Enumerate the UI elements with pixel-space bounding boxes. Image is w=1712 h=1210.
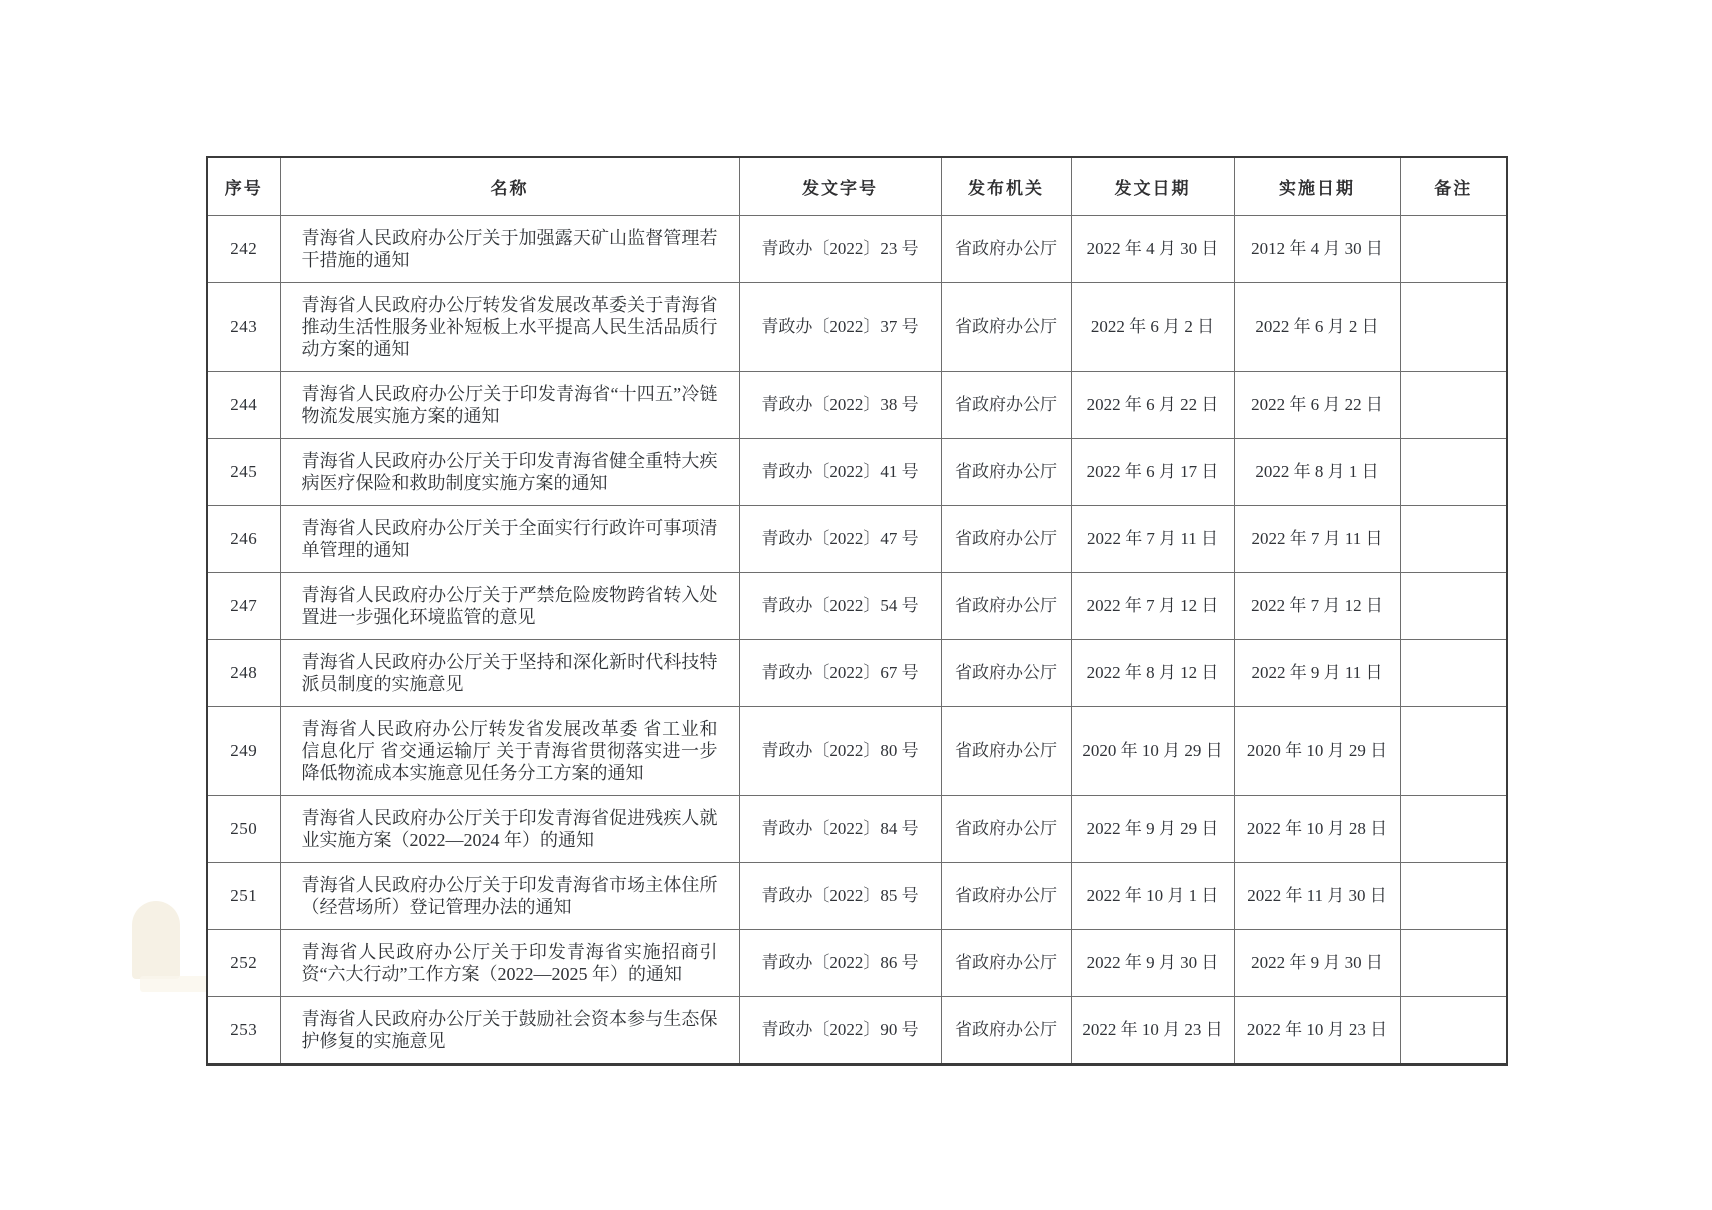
table-row (207, 372, 1507, 439)
table-row (207, 863, 1507, 930)
header-issue-date: 发文日期 (1071, 157, 1234, 216)
cell-doc-no: 青政办〔2022〕38 号 (739, 372, 941, 439)
cell-doc-no: 青政办〔2022〕84 号 (739, 796, 941, 863)
cell-agency: 省政府办公厅 (941, 707, 1071, 796)
cell-agency: 省政府办公厅 (941, 372, 1071, 439)
cell-agency: 省政府办公厅 (941, 640, 1071, 707)
cell-name (280, 997, 739, 1065)
cell-doc-no: 青政办〔2022〕37 号 (739, 283, 941, 372)
table-row (207, 796, 1507, 863)
cell-issue-date: 2022 年 10 月 1 日 (1071, 863, 1234, 930)
cell-index: 247 (207, 573, 280, 640)
cell-index: 246 (207, 506, 280, 573)
cell-agency: 省政府办公厅 (941, 439, 1071, 506)
document-title-text: 青海省人民政府办公厅转发省发展改革委关于青海省推动生活性服务业补短板上水平提高人民生活品质行动方案的通知 (301, 295, 718, 359)
document-title-text: 青海省人民政府办公厅关于加强露天矿山监督管理若干措施的通知 (301, 228, 718, 270)
cell-index: 245 (207, 439, 280, 506)
cell-index: 242 (207, 216, 280, 283)
table-row (207, 573, 1507, 640)
cell-agency: 省政府办公厅 (941, 930, 1071, 997)
cell-name (280, 372, 739, 439)
cell-name (280, 796, 739, 863)
header-remarks: 备注 (1400, 157, 1507, 216)
cell-agency: 省政府办公厅 (941, 863, 1071, 930)
cell-agency: 省政府办公厅 (941, 283, 1071, 372)
header-doc-no: 发文字号 (739, 157, 941, 216)
cell-agency: 省政府办公厅 (941, 573, 1071, 640)
cell-effective-date: 2022 年 7 月 12 日 (1234, 573, 1400, 640)
table-row (207, 640, 1507, 707)
document-title-text: 青海省人民政府办公厅转发省发展改革委 省工业和信息化厅 省交通运输厅 关于青海省贯彻落实进一步降低物流成本实施意见任务分工方案的通知 (301, 719, 718, 783)
cell-issue-date: 2022 年 9 月 29 日 (1071, 796, 1234, 863)
cell-doc-no: 青政办〔2022〕47 号 (739, 506, 941, 573)
cell-effective-date: 2020 年 10 月 29 日 (1234, 707, 1400, 796)
document-table-wrapper (206, 156, 1506, 1066)
cell-issue-date: 2020 年 10 月 29 日 (1071, 707, 1234, 796)
cell-doc-no: 青政办〔2022〕41 号 (739, 439, 941, 506)
document-title-text: 青海省人民政府办公厅关于印发青海省促进残疾人就业实施方案（2022—2024 年）的通知 (301, 808, 718, 850)
cell-index: 253 (207, 997, 280, 1065)
cell-remarks (1400, 997, 1507, 1065)
cell-name (280, 506, 739, 573)
table-header-row (207, 157, 1507, 216)
cell-issue-date: 2022 年 6 月 2 日 (1071, 283, 1234, 372)
cell-effective-date: 2022 年 8 月 1 日 (1234, 439, 1400, 506)
cell-index: 249 (207, 707, 280, 796)
cell-doc-no: 青政办〔2022〕67 号 (739, 640, 941, 707)
cell-effective-date: 2012 年 4 月 30 日 (1234, 216, 1400, 283)
header-name: 名称 (280, 157, 739, 216)
cell-name (280, 863, 739, 930)
document-table (206, 156, 1508, 1066)
table-row (207, 506, 1507, 573)
table-row (207, 283, 1507, 372)
cell-agency: 省政府办公厅 (941, 506, 1071, 573)
cell-issue-date: 2022 年 7 月 11 日 (1071, 506, 1234, 573)
cell-name (280, 439, 739, 506)
document-title-text: 青海省人民政府办公厅关于印发青海省“十四五”冷链物流发展实施方案的通知 (301, 384, 718, 426)
cell-effective-date: 2022 年 7 月 11 日 (1234, 506, 1400, 573)
cell-name (280, 930, 739, 997)
stamp-ghost-artifact-2 (140, 976, 216, 992)
cell-remarks (1400, 796, 1507, 863)
cell-agency: 省政府办公厅 (941, 796, 1071, 863)
cell-effective-date: 2022 年 11 月 30 日 (1234, 863, 1400, 930)
document-title-text: 青海省人民政府办公厅关于鼓励社会资本参与生态保护修复的实施意见 (301, 1009, 718, 1051)
cell-remarks (1400, 573, 1507, 640)
cell-doc-no: 青政办〔2022〕85 号 (739, 863, 941, 930)
document-title-text: 青海省人民政府办公厅关于坚持和深化新时代科技特派员制度的实施意见 (301, 652, 718, 694)
cell-remarks (1400, 283, 1507, 372)
cell-name (280, 707, 739, 796)
header-agency: 发布机关 (941, 157, 1071, 216)
table-row (207, 997, 1507, 1065)
cell-doc-no: 青政办〔2022〕23 号 (739, 216, 941, 283)
cell-remarks (1400, 216, 1507, 283)
cell-index: 251 (207, 863, 280, 930)
stamp-ghost-artifact (132, 901, 180, 979)
cell-issue-date: 2022 年 4 月 30 日 (1071, 216, 1234, 283)
cell-effective-date: 2022 年 10 月 23 日 (1234, 997, 1400, 1065)
document-title-text: 青海省人民政府办公厅关于全面实行行政许可事项清单管理的通知 (301, 518, 718, 560)
table-row (207, 707, 1507, 796)
cell-index: 250 (207, 796, 280, 863)
cell-remarks (1400, 707, 1507, 796)
table-row (207, 930, 1507, 997)
cell-agency: 省政府办公厅 (941, 216, 1071, 283)
cell-issue-date: 2022 年 9 月 30 日 (1071, 930, 1234, 997)
cell-agency: 省政府办公厅 (941, 997, 1071, 1065)
cell-name (280, 216, 739, 283)
document-title-text: 青海省人民政府办公厅关于印发青海省健全重特大疾病医疗保险和救助制度实施方案的通知 (301, 451, 718, 493)
table-body (207, 216, 1507, 1065)
cell-remarks (1400, 930, 1507, 997)
document-title-text: 青海省人民政府办公厅关于印发青海省市场主体住所（经营场所）登记管理办法的通知 (301, 875, 718, 917)
cell-name (280, 640, 739, 707)
header-index: 序号 (207, 157, 280, 216)
cell-effective-date: 2022 年 9 月 30 日 (1234, 930, 1400, 997)
cell-index: 248 (207, 640, 280, 707)
cell-doc-no: 青政办〔2022〕54 号 (739, 573, 941, 640)
cell-issue-date: 2022 年 10 月 23 日 (1071, 997, 1234, 1065)
cell-remarks (1400, 863, 1507, 930)
cell-issue-date: 2022 年 6 月 22 日 (1071, 372, 1234, 439)
cell-remarks (1400, 506, 1507, 573)
cell-issue-date: 2022 年 6 月 17 日 (1071, 439, 1234, 506)
cell-index: 252 (207, 930, 280, 997)
cell-index: 243 (207, 283, 280, 372)
header-effective-date: 实施日期 (1234, 157, 1400, 216)
table-row (207, 216, 1507, 283)
cell-effective-date: 2022 年 6 月 22 日 (1234, 372, 1400, 439)
cell-remarks (1400, 640, 1507, 707)
table-row (207, 439, 1507, 506)
cell-remarks (1400, 439, 1507, 506)
cell-effective-date: 2022 年 9 月 11 日 (1234, 640, 1400, 707)
document-title-text: 青海省人民政府办公厅关于严禁危险废物跨省转入处置进一步强化环境监管的意见 (301, 585, 718, 627)
cell-effective-date: 2022 年 10 月 28 日 (1234, 796, 1400, 863)
cell-issue-date: 2022 年 7 月 12 日 (1071, 573, 1234, 640)
cell-index: 244 (207, 372, 280, 439)
cell-doc-no: 青政办〔2022〕90 号 (739, 997, 941, 1065)
cell-doc-no: 青政办〔2022〕80 号 (739, 707, 941, 796)
cell-name (280, 573, 739, 640)
cell-name (280, 283, 739, 372)
cell-issue-date: 2022 年 8 月 12 日 (1071, 640, 1234, 707)
document-title-text: 青海省人民政府办公厅关于印发青海省实施招商引资“六大行动”工作方案（2022—2025 年）的通知 (301, 942, 718, 984)
cell-doc-no: 青政办〔2022〕86 号 (739, 930, 941, 997)
cell-remarks (1400, 372, 1507, 439)
cell-effective-date: 2022 年 6 月 2 日 (1234, 283, 1400, 372)
